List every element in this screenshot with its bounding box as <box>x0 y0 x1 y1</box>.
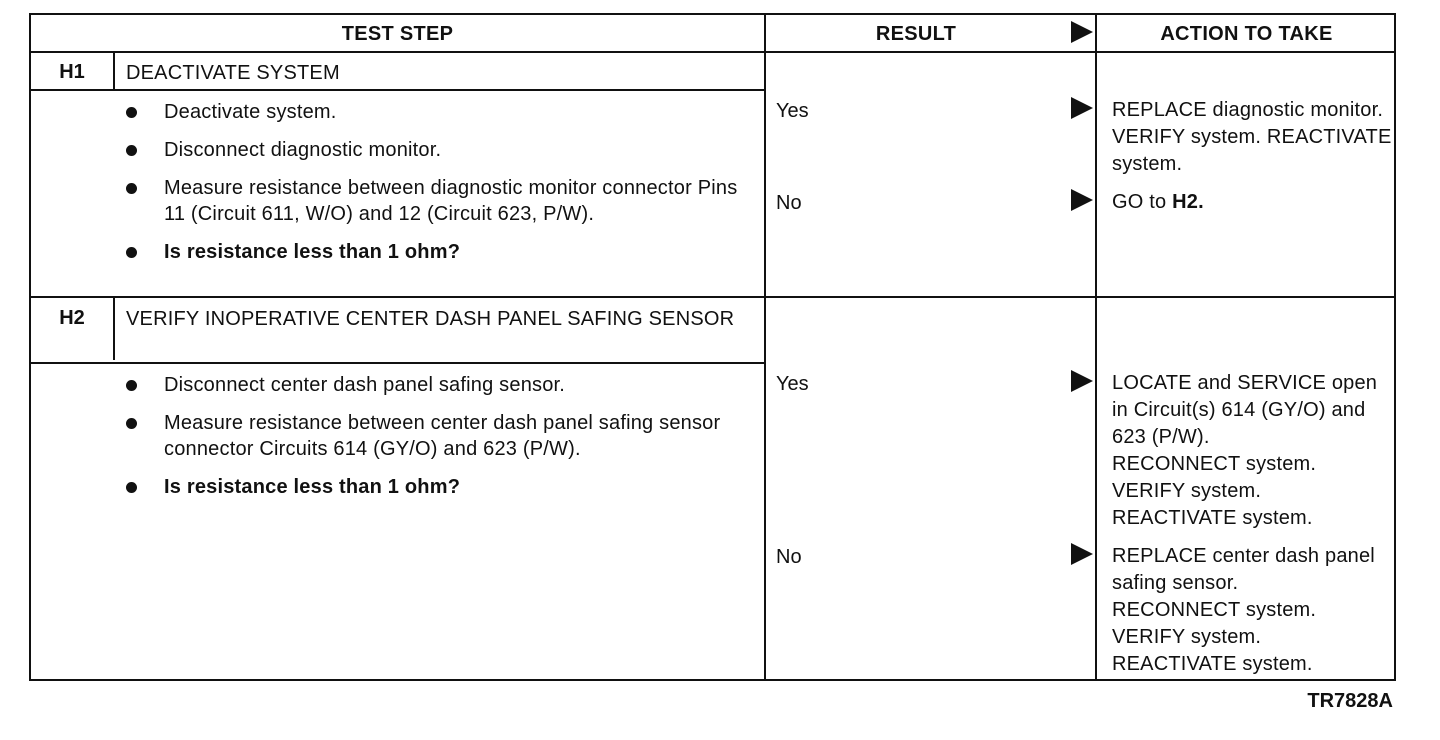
header-arrow-icon <box>1071 21 1093 43</box>
bullet-icon <box>126 482 137 493</box>
action-h2-yes <box>1112 370 1392 532</box>
bullet-text: Deactivate system. <box>164 101 337 123</box>
action-h1-no-link: H2. <box>1172 191 1204 213</box>
action-h2-no <box>1112 543 1392 678</box>
list-item <box>126 474 746 500</box>
result-h1-yes: Yes <box>776 100 809 122</box>
arrow-icon <box>1071 370 1093 392</box>
action-line: RECONNECT system. <box>1112 453 1317 475</box>
header-result: RESULT <box>875 23 957 45</box>
action-line: REPLACE center dash panel safing sensor. <box>1112 545 1375 594</box>
arrow-icon <box>1071 543 1093 565</box>
list-item <box>126 372 746 398</box>
action-line: RECONNECT system. <box>1112 599 1317 621</box>
result-h2-no: No <box>776 546 802 568</box>
bullet-text: Is resistance less than 1 ohm? <box>164 476 461 498</box>
arrow-icon <box>1071 97 1093 119</box>
bullet-text: Measure resistance between diagnostic monitor connector Pins 11 (Circuit 611, W/O) and 12 (Circuit 623, P/W). <box>164 177 738 225</box>
header-test-step: TEST STEP <box>341 23 454 45</box>
list-item <box>126 99 746 125</box>
action-line: LOCATE and SERVICE open in Circuit(s) 614 (GY/O) and 623 (P/W). <box>1112 372 1378 448</box>
action-line: REACTIVATE system. <box>1112 653 1313 675</box>
action-line: VERIFY system. <box>1112 480 1262 502</box>
divider-result-action <box>1095 15 1097 679</box>
action-h1-yes: REPLACE diagnostic monitor. VERIFY system. REACTIVATE system. <box>1112 99 1392 175</box>
bullet-icon <box>126 247 137 258</box>
result-h2-yes: Yes <box>776 373 809 395</box>
h1-title-rule <box>31 89 764 91</box>
step-bullets-h2 <box>126 372 746 512</box>
step-id-h2: H2 <box>59 307 85 329</box>
divider-h2-id <box>113 298 115 360</box>
list-item <box>126 239 746 265</box>
step-id-h1: H1 <box>59 61 85 83</box>
bullet-text: Disconnect diagnostic monitor. <box>164 139 442 161</box>
arrow-icon <box>1071 189 1093 211</box>
action-line: VERIFY system. <box>1112 626 1262 648</box>
list-item <box>126 175 746 227</box>
bullet-icon <box>126 380 137 391</box>
bullet-icon <box>126 418 137 429</box>
h2-title-rule <box>31 362 764 364</box>
header-rule <box>31 51 1396 53</box>
result-h1-no: No <box>776 192 802 214</box>
step-separator-rule <box>31 296 1396 298</box>
list-item <box>126 137 746 163</box>
figure-tag: TR7828A <box>1307 690 1393 712</box>
action-h1-no <box>1112 189 1392 216</box>
step-title-h2: VERIFY INOPERATIVE CENTER DASH PANEL SAFING SENSOR <box>126 308 735 330</box>
divider-h1-id <box>113 53 115 91</box>
action-h1-no-prefix: GO to <box>1112 191 1173 213</box>
bullet-icon <box>126 107 137 118</box>
bullet-text: Disconnect center dash panel safing sensor. <box>164 374 566 396</box>
step-bullets-h1 <box>126 99 746 277</box>
step-title-h1: DEACTIVATE SYSTEM <box>126 62 340 84</box>
action-line: REACTIVATE system. <box>1112 507 1313 529</box>
header-action: ACTION TO TAKE <box>1160 23 1333 45</box>
bullet-text: Is resistance less than 1 ohm? <box>164 241 461 263</box>
diagnostic-table <box>29 13 1396 681</box>
divider-step-result <box>764 15 766 679</box>
list-item <box>126 410 746 462</box>
bullet-text: Measure resistance between center dash panel safing sensor connector Circuits 614 (GY/O) and 623 (P/W). <box>164 412 721 460</box>
bullet-icon <box>126 183 137 194</box>
bullet-icon <box>126 145 137 156</box>
